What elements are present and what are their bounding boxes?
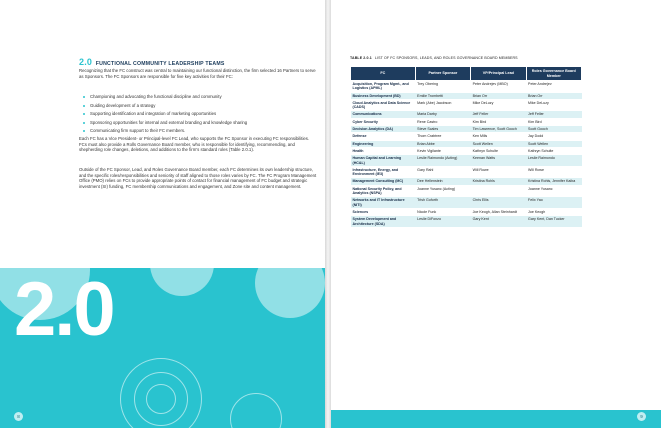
table-cell: Kristina Rohls, Jennifer Kaiba [526, 178, 581, 185]
table-cell: Ken Mills [471, 133, 526, 140]
paragraph-leads: Each FC has a Vice President- or Principal-level FC Lead, who supports the FC Sponsor in executing FC responsibilities. FCs must also provide a Rolls Governance Board member, who is responsible for identifying, recommending, and shepherding role changes, deletions, and additions to the firm's standard roles (Table 2.0.1). [79, 136, 310, 153]
table-row [351, 92, 582, 99]
table-cell: Gary Kent [471, 216, 526, 228]
table-cell: Trish Goforth [415, 197, 470, 209]
table-row [351, 178, 582, 185]
decor-ring [146, 384, 176, 414]
table-header-row [351, 67, 582, 81]
table-cell: Gary Kent, Dan Tucker [526, 216, 581, 228]
table-title: LIST OF FC SPONSORS, LEADS, AND ROLES GOVERNANCE BOARD MEMBERS [374, 56, 518, 60]
table-row [351, 126, 582, 133]
table-cell: Felix Yao [526, 197, 581, 209]
table-cell: Mark (Abe) Jacobson [415, 99, 470, 111]
table-cell [471, 185, 526, 197]
table-cell: Engineering [351, 140, 416, 147]
chapter-number: 2.0 [14, 267, 114, 352]
table-cell: Health [351, 147, 416, 154]
left-page [0, 0, 325, 428]
table-cell: Management Consulting (MC) [351, 178, 416, 185]
table-cell: Infrastructure, Energy, and Environment (IE3) [351, 166, 416, 178]
decor-ring [230, 393, 282, 428]
table-cell: Tim Lawrence, Scott Gooch [471, 126, 526, 133]
list-item: Sponsoring opportunities for internal and external branding and knowledge sharing [83, 119, 313, 128]
table-row [351, 197, 582, 209]
table-row [351, 147, 582, 154]
table-cell: Kevin Vigilante [415, 147, 470, 154]
list-item: Guiding development of a strategy [83, 102, 313, 111]
table-cell: Nicole Funk [415, 208, 470, 215]
table-row [351, 118, 582, 125]
table-cell: National Security Policy, and Analytics (NSPA) [351, 185, 416, 197]
table-cell: Leslie DiFonzo [415, 216, 470, 228]
table-cell: Brian Orr [526, 92, 581, 99]
table-cell: Mike DeLuzy [471, 99, 526, 111]
table-cell: Scott Gooch [526, 126, 581, 133]
table-cell: Steve Scales [415, 126, 470, 133]
responsibility-list [83, 93, 313, 136]
table-cell: Kathryn Schulte [471, 147, 526, 154]
table-row [351, 99, 582, 111]
column-header: Partner Sponsor [415, 67, 470, 81]
page-number-right: 9 [637, 412, 646, 421]
table-cell: Thom Crabtree [415, 133, 470, 140]
table-row [351, 216, 582, 228]
table-cell: Kristina Rohls [471, 178, 526, 185]
table-cell: Decision Analytics (DA) [351, 126, 416, 133]
decor-circle [255, 268, 325, 318]
table-row [351, 155, 582, 167]
table-cell: Joanne Yusanc [526, 185, 581, 197]
table-row [351, 166, 582, 178]
table-cell: Gary Rahl [415, 166, 470, 178]
table-cell: Cloud Analytics and Data Science (CADS) [351, 99, 416, 111]
table-cell: Business Development (BD) [351, 92, 416, 99]
table-cell: Leslie Raimondo (Acting) [415, 155, 470, 167]
table-body [351, 81, 582, 228]
table-cell: Will Rowe [471, 166, 526, 178]
bottom-bar [331, 410, 661, 428]
table-cell: Trey Obering [415, 81, 470, 93]
table-cell: Dee Hellenstein [415, 178, 470, 185]
table-cell: Peter Andrejev (MBO) [471, 81, 526, 93]
table-cell: Keenan Watts [471, 155, 526, 167]
section-heading [79, 57, 314, 67]
table-cell: Emilie Trombetti [415, 92, 470, 99]
table-cell: System Development and Architecture (SDA) [351, 216, 416, 228]
table-caption [350, 56, 650, 60]
table-cell: Scott Wellen [526, 140, 581, 147]
table-cell: Brian Abbe [415, 140, 470, 147]
table-cell: Mike DeLuzy [526, 99, 581, 111]
table-cell: Joe Keogh, Allan Steinhardt [471, 208, 526, 215]
table-row [351, 81, 582, 93]
list-item: Communicating firm support to their FC members. [83, 127, 313, 136]
table-cell: Jeff Feller [471, 111, 526, 118]
section-title: FUNCTIONAL COMMUNITY LEADERSHIP TEAMS [95, 61, 225, 67]
list-item: Supporting identification and integration of marketing opportunities [83, 110, 313, 119]
fc-leadership-table [350, 66, 582, 228]
table-cell: Cyber Security [351, 118, 416, 125]
table-cell: Chris Ellis [471, 197, 526, 209]
column-header: FC [351, 67, 416, 81]
table-cell: Joe Keogh [526, 208, 581, 215]
table-row [351, 208, 582, 215]
right-page [331, 0, 661, 428]
paragraph-structure: Outside of the FC Sponsor, Lead, and Roles Governance Board member, each FC determines its own leadership structure, and the specific roles/responsibilities and seniority of staff aligned to those roles varies by FC. The FC Program Management Office (PMO) relies on FCs to provide appropriate points of contact for financial management of FC budget and strategic investment (SI) funding, FC membership communications and engagement, and Zone site and content management. [79, 167, 317, 189]
table-cell: Rene Castro [415, 118, 470, 125]
table-cell: Peter Andrejev [526, 81, 581, 93]
decor-circle [150, 268, 214, 296]
table-cell: Brian Orr [471, 92, 526, 99]
section-number: 2.0 [79, 57, 93, 67]
table-cell: Human Capital and Learning (HC&L) [351, 155, 416, 167]
table-cell: Will Rowe [526, 166, 581, 178]
table-cell: Leslie Raimondo [526, 155, 581, 167]
table-cell: Acquisition, Program Mgmt., and Logistics (APML) [351, 81, 416, 93]
table-cell: Jeff Feller [526, 111, 581, 118]
table-cell: Communications [351, 111, 416, 118]
table-cell: Maria Darby [415, 111, 470, 118]
table-cell: Jay Dodd [526, 133, 581, 140]
table-cell: Kathryn Schulte [526, 147, 581, 154]
table-cell: Defense [351, 133, 416, 140]
table-row [351, 111, 582, 118]
column-header: Roles Governance Board Member [526, 67, 581, 81]
table-cell: Kim Bird [471, 118, 526, 125]
table-cell: Scott Wellen [471, 140, 526, 147]
column-header: VP/Principal Lead [471, 67, 526, 81]
table-cell: Networks and IT Infrastructure (NITI) [351, 197, 416, 209]
intro-paragraph: Recognizing that the FC construct was central to maintaining our functional distinction, the firm selected 16 Partners to serve as Sponsors. The FC Sponsors are responsible for five key activities for their FC: [79, 68, 316, 79]
table-row [351, 140, 582, 147]
table-cell: Joanne Yusanc (Acting) [415, 185, 470, 197]
table-row [351, 185, 582, 197]
list-item: Championing and advocating the functional discipline and community [83, 93, 313, 102]
page-number-left: 8 [14, 412, 23, 421]
table-cell: Sciences [351, 208, 416, 215]
table-row [351, 133, 582, 140]
table-cell: Kim Bird [526, 118, 581, 125]
table-label: TABLE 2.0.1 [350, 56, 372, 60]
